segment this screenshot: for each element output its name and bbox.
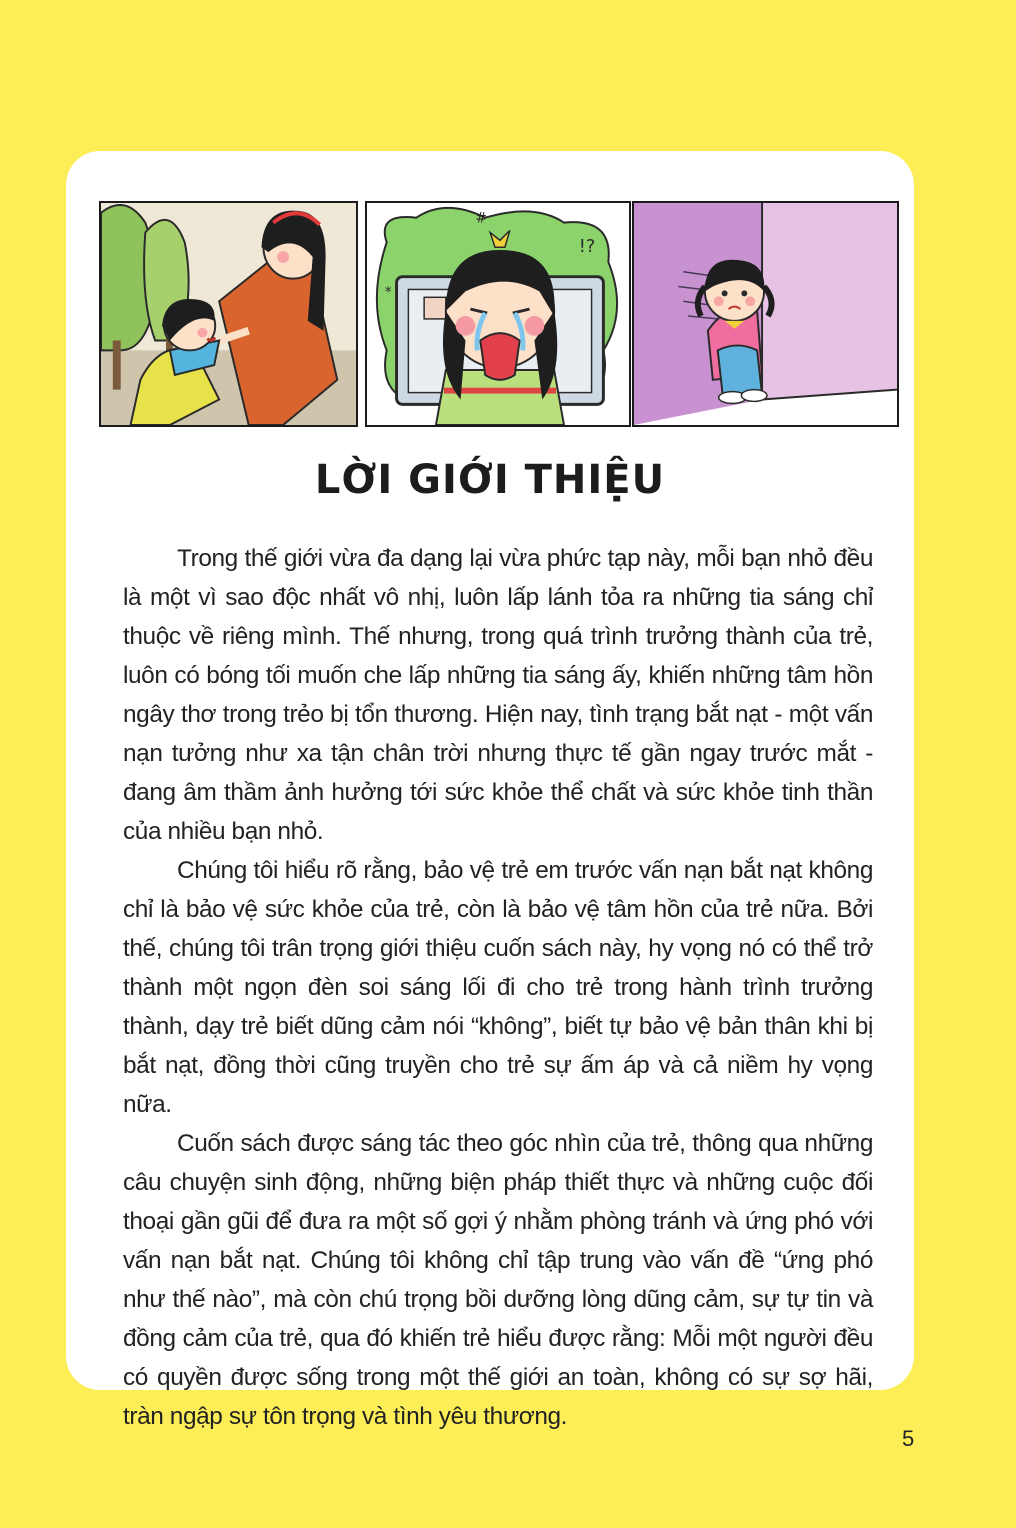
paragraph: Trong thế giới vừa đa dạng lại vừa phức tạp này, mỗi bạn nhỏ đều là một vì sao độc nhất vô nhị, luôn lấp lánh tỏa ra những tia sáng chỉ thuộc về riêng mình. Thế nhưng, trong quá trình trưởng thành của trẻ, luôn có bóng tối muốn che lấp những tia sáng ấy, khiến những tâm hồn ngây thơ trong trẻo bị tổn thương. Hiện nay, tình trạng bắt nạt - một vấn nạn tưởng như xa tận chân trời nhưng thực tế gần ngay trước mắt - đang âm thầm ảnh hưởng tới sức khỏe thể chất và sức khỏe tinh thần của nhiều bạn nhỏ.	[123, 545, 873, 845]
page-title: LỜI GIỚI THIỆU	[314, 457, 666, 503]
child-pulling-mother-illustration	[99, 201, 358, 427]
svg-text:*: *	[384, 284, 392, 301]
child-sitting-in-corner-illustration	[632, 201, 899, 427]
paragraph: Chúng tôi hiểu rõ rằng, bảo vệ trẻ em trước vấn nạn bắt nạt không chỉ là bảo vệ sức khỏe của trẻ, còn là bảo vệ tâm hồn của trẻ nữa. Bởi thế, chúng tôi trân trọng giới thiệu cuốn sách này, hy vọng nó có thể trở thành một ngọn đèn soi sáng lối đi cho trẻ trong hành trình trưởng thành, dạy trẻ biết dũng cảm nói “không”, biết tự bảo vệ bản thân khi bị bắt nạt, đồng thời cũng truyền cho trẻ sự ấm áp và cả niềm hy vọng nữa.	[123, 857, 873, 1118]
paragraph: Cuốn sách được sáng tác theo góc nhìn của trẻ, thông qua những câu chuyện sinh động, những biện pháp thiết thực và những cuộc đối thoại gần gũi để đưa ra một số gợi ý nhằm phòng tránh và ứng phó với vấn nạn bắt nạt. Chúng tôi không chỉ tập trung vào vấn đề “ứng phó như thế nào”, mà còn chú trọng bồi dưỡng lòng dũng cảm, sự tự tin và đồng cảm của trẻ, qua đó khiến trẻ hiểu được rằng: Mỗi một người đều có quyền được sống trong một thế giới an toàn, không có sự sợ hãi, tràn ngập sự tôn trọng và tình yêu thương.	[123, 1130, 873, 1430]
illustration-strip	[99, 201, 899, 429]
page-number: 5	[902, 1426, 915, 1451]
crying-child-screen-illustration	[365, 201, 631, 427]
svg-text:#: #	[475, 210, 487, 227]
content-card	[66, 151, 914, 1430]
svg-text:!?: !?	[578, 237, 596, 258]
introduction-text	[123, 539, 873, 1436]
